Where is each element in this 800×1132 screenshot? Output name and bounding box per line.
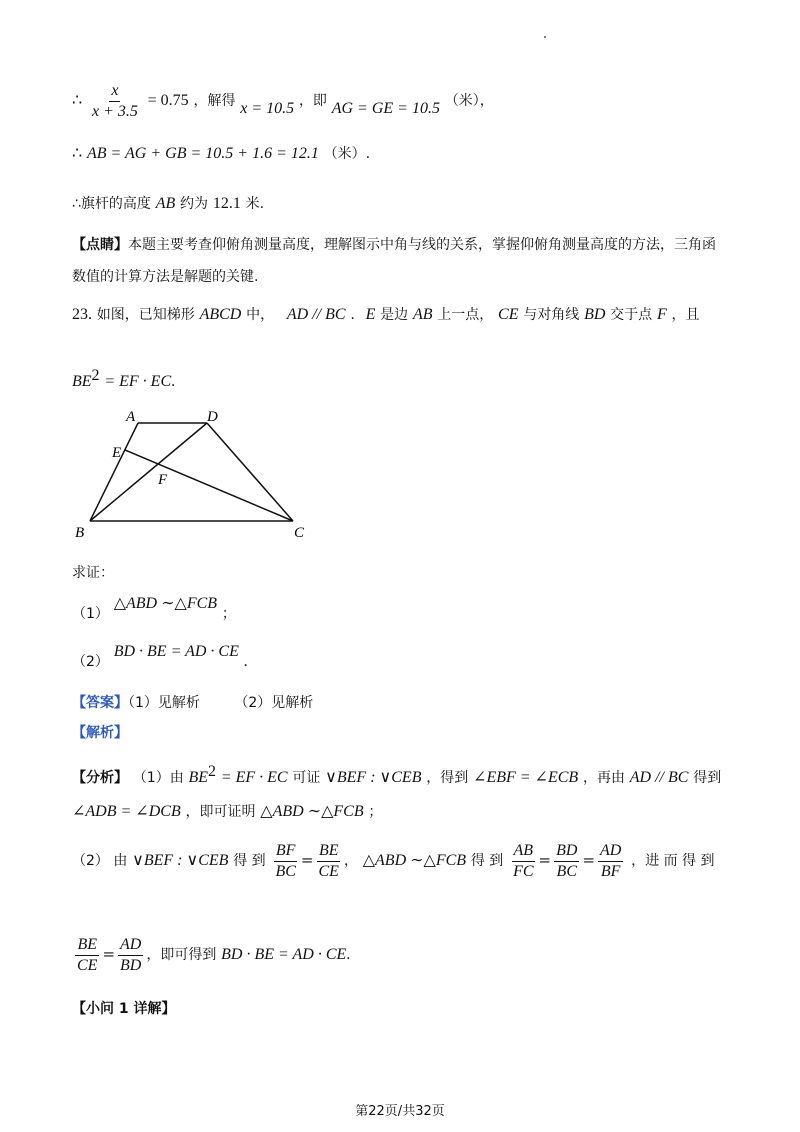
text: ，即可得到 (146, 947, 217, 964)
math-angle: ∠EBF = ∠ECB (473, 769, 579, 786)
label-c: C (294, 525, 305, 541)
x-value: x = 10.5 (240, 100, 295, 118)
therefore-symbol: ∴ (72, 92, 83, 110)
fraction (554, 842, 579, 880)
fraction-numerator: BF (274, 842, 298, 862)
product-equation: BD · BE = AD · CE (113, 643, 239, 660)
given-condition (72, 368, 175, 390)
fraction-denominator: x + 3.5 (91, 102, 138, 120)
diagonal-bd (90, 423, 207, 521)
fraction-denominator: BC (275, 862, 296, 880)
answer-line (72, 696, 313, 710)
text: . (350, 307, 355, 323)
fraction-numerator: BE (75, 936, 99, 956)
side-dc (207, 423, 293, 521)
exponent: 2 (91, 367, 100, 384)
fraction-numerator: AD (118, 936, 143, 956)
fraction-numerator: AD (598, 842, 623, 862)
label-d: D (207, 409, 218, 425)
page-footer: 第22页/共32页 (355, 1104, 445, 1119)
dianjing-line-2 (72, 270, 258, 284)
text: 得 到 (233, 853, 266, 870)
part-label: （2） (72, 654, 109, 670)
fraction (273, 842, 297, 880)
period: . (171, 373, 176, 390)
math-f: F (656, 306, 667, 323)
text: 上一点， (437, 307, 494, 323)
text: 米. (245, 196, 265, 212)
text: ，即 (298, 93, 327, 110)
sub-question-tag: 【小问 1 详解】 (72, 1001, 176, 1017)
ag-equation: AG = GE = 10.5 (331, 100, 440, 118)
math-be: BE (188, 769, 209, 786)
text: ，解得 (193, 93, 236, 110)
label-e: E (112, 445, 122, 461)
text: （1）由 (132, 770, 184, 786)
text: ，进 而 得 到 (631, 853, 715, 870)
answer-1: （1）见解析 (128, 695, 200, 711)
text: 得到 (693, 770, 722, 786)
unit-text: （米）， (444, 93, 494, 110)
text: 交于点 (610, 307, 653, 323)
math-similar: ∨BEF : ∨CEB (132, 852, 229, 870)
answer-2: （2）见解析 (234, 695, 314, 711)
dianjing-text-2: 数值的计算方法是解题的关键. (72, 269, 259, 285)
solution-line-1 (72, 82, 494, 120)
fraction (511, 842, 535, 880)
math-parallel: AD // BC (629, 769, 689, 786)
text: ，得到 (426, 770, 469, 786)
question-23 (72, 307, 700, 323)
answer-tag: 【答案】 (72, 695, 128, 711)
scan-dot (544, 36, 546, 38)
jiexi-line (72, 726, 128, 740)
label-f: F (158, 472, 168, 488)
math-ab: AB (155, 195, 176, 212)
math-similar: △ABD ∼△FCB (260, 803, 364, 820)
exponent: 2 (208, 763, 217, 780)
prove-label (72, 566, 114, 580)
fraction-denominator: BC (556, 862, 577, 880)
text: 是边 (380, 307, 409, 323)
product-equation: BD · BE = AD · CE (221, 946, 347, 964)
math-rhs: = EF · EC (104, 373, 172, 390)
math-e: E (365, 306, 376, 323)
text: ，且 (671, 307, 700, 323)
fraction-numerator: BE (317, 842, 341, 862)
text: ， (343, 853, 358, 870)
solution-line-3 (72, 196, 264, 212)
analysis-line-4: $\frac{BE}{CE}$ = $\frac{AD}{BD}$ ，即可得到 BD · BE = AD · CE. (77, 936, 351, 974)
part-label: （1） (72, 606, 109, 622)
prove-part-1 (72, 595, 236, 622)
text: ，再由 (582, 770, 625, 786)
segment-ce (125, 450, 293, 521)
text: ，即可证明 (185, 804, 256, 820)
math-ce: CE (498, 306, 519, 323)
period: . (243, 653, 248, 670)
math-similar: ∨BEF : ∨CEB (325, 769, 422, 786)
sub-question-heading (72, 1002, 176, 1016)
math-parallel: AD // BC (286, 306, 346, 323)
text: 约为 (180, 196, 209, 212)
dianjing-line-1 (72, 238, 716, 252)
math-ab: AB (412, 306, 433, 323)
fraction-denominator: BD (120, 956, 142, 974)
height-value: 12.1 (212, 195, 241, 212)
therefore-symbol: ∴ (72, 145, 83, 162)
analysis-line-2 (72, 804, 382, 820)
qiuzheng-text: 求证： (72, 565, 114, 581)
trapezoid-figure (70, 405, 330, 545)
math-expr: = EF · EC (220, 769, 288, 786)
analysis-line-3: （2） 由 ∨BEF : ∨CEB 得 到 $\frac{BF}{BC}$ = $\frac{BE}{CE}$ ， △ABD ∼△FCB 得 到 $\frac{AB}{FC}$ = $\frac{BD}{BC}$ = $\frac{AD}{BF}$ ，进 而 得 到 (72, 842, 715, 880)
fraction (316, 842, 340, 880)
fraction-denominator: CE (318, 862, 339, 880)
similarity-expression: △ABD ∼△FCB (113, 595, 218, 612)
fraction-denominator: CE (77, 956, 98, 974)
dianjing-text: 本题主要考查仰俯角测量高度，理解图示中角与线的关系，掌握仰俯角测量高度的方法，三角函 (128, 237, 716, 253)
part-label: （2） 由 (72, 853, 128, 870)
text: 与对角线 (523, 307, 580, 323)
fraction (90, 82, 140, 120)
jiexi-tag: 【解析】 (72, 725, 128, 741)
fraction (598, 842, 623, 880)
label-b: B (75, 525, 85, 541)
math-similar: △ABD ∼△FCB (362, 852, 467, 870)
math-angle: ∠ADB = ∠DCB (72, 803, 181, 820)
equation-value: = 0.75 (147, 92, 189, 110)
dianjing-tag: 【点睛】 (72, 237, 128, 253)
fraction-numerator: x (109, 82, 120, 102)
fraction (75, 936, 99, 974)
question-number: 23. (72, 306, 92, 323)
text: ； (221, 606, 236, 622)
fraction-numerator: BD (554, 842, 579, 862)
analysis-tag: 【分析】 (72, 770, 128, 786)
solution-line-2 (72, 146, 370, 162)
ab-equation: AB = AG + GB = 10.5 + 1.6 = 12.1 (86, 145, 319, 162)
math-bd: BD (584, 306, 606, 323)
fraction-denominator: BF (600, 862, 621, 880)
fraction (118, 936, 143, 974)
text: ； (368, 804, 383, 820)
fraction-numerator: AB (512, 842, 536, 862)
fraction-denominator: FC (513, 862, 534, 880)
math-abcd: ABCD (199, 306, 242, 323)
text: 得 到 (470, 853, 504, 870)
math-be: BE (72, 373, 92, 390)
text: 中， (246, 307, 275, 323)
label-a: A (126, 409, 136, 425)
side-ab (90, 423, 138, 521)
analysis-line-1 (72, 764, 721, 786)
text: 如图，已知梯形 (96, 307, 195, 323)
text: 可证 (292, 770, 321, 786)
prove-part-2 (72, 643, 248, 670)
text: ∴旗杆的高度 (72, 196, 151, 212)
period: . (346, 946, 351, 964)
unit-text: （米）. (323, 146, 371, 162)
